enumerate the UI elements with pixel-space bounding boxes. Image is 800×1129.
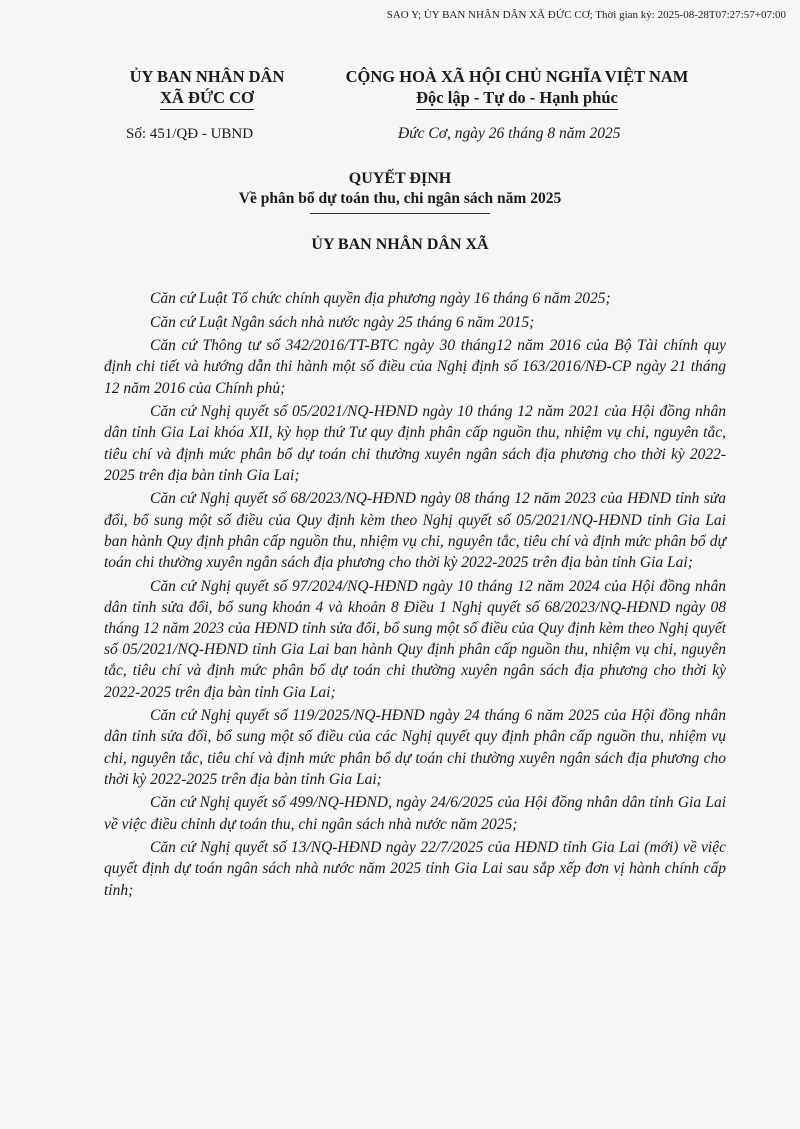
legal-basis-paragraph: Căn cứ Nghị quyết số 68/2023/NQ-HĐND ngày 08 tháng 12 năm 2023 của HĐND tỉnh sửa đổi, bổ sung một số điều của Quy định kèm theo Nghị quyết số 05/2021/NQ-HĐND tỉnh Gia Lai ban hành Quy định phân cấp nguồn thu, nhiệm vụ chi, nguyên tắc, tiêu chí và định mức phân bổ dự toán chi thường xuyên ngân sách địa phương cho thời kỳ 2022-2025 trên địa bàn tỉnh Gia Lai; (104, 490, 726, 571)
legal-basis-paragraph: Căn cứ Luật Ngân sách nhà nước ngày 25 tháng 6 năm 2015; (150, 313, 535, 331)
document-number: Số: 451/QĐ - UBND (126, 126, 254, 142)
national-motto-line1: CỘNG HOÀ XÃ HỘI CHỦ NGHĨA VIỆT NAM (345, 67, 689, 86)
document-date: Đức Cơ, ngày 26 tháng 8 năm 2025 (398, 125, 621, 142)
legal-basis-paragraph: Căn cứ Luật Tổ chức chính quyền địa phương ngày 16 tháng 6 năm 2025; (150, 290, 611, 307)
legal-basis-paragraph: Căn cứ Nghị quyết số 119/2025/NQ-HĐND ngày 24 tháng 6 năm 2025 của Hội đồng nhân dân tỉnh sửa đổi, bổ sung một số điều của các Nghị quyết quy định phân cấp nguồn thu, nhiệm vụ chi, nguyên tắc, tiêu chí và định mức phân bổ dự toán chi thường xuyên ngân sách địa phương cho thời kỳ 2022-2025 trên địa bàn tỉnh Gia Lai; (104, 707, 726, 788)
issuing-authority-line1: ỦY BAN NHÂN DÂN (129, 67, 285, 86)
document-body (104, 288, 726, 903)
authority-heading: ỦY BAN NHÂN DÂN XÃ (311, 236, 489, 253)
national-motto (312, 66, 722, 110)
legal-basis-paragraph: Căn cứ Nghị quyết số 499/NQ-HĐND, ngày 24/6/2025 của Hội đồng nhân dân tỉnh Gia Lai về việc điều chỉnh dự toán thu, chi ngân sách nhà nước năm 2025; (104, 794, 726, 833)
national-motto-line2: Độc lập - Tự do - Hạnh phúc (416, 87, 618, 110)
document-subtitle: Về phân bổ dự toán thu, chi ngân sách năm 2025 (238, 190, 562, 207)
legal-basis-paragraph: Căn cứ Thông tư số 342/2016/TT-BTC ngày 30 tháng12 năm 2016 của Bộ Tài chính quy định chi tiết và hướng dẫn thi hành một số điều của Nghị định số 163/2016/NĐ-CP ngày 21 tháng 12 năm 2016 của Chính phủ; (104, 337, 726, 397)
document-title: QUYẾT ĐỊNH (348, 170, 452, 187)
legal-basis-paragraph: Căn cứ Nghị quyết số 97/2024/NQ-HĐND ngày 10 tháng 12 năm 2024 của Hội đồng nhân dân tỉnh sửa đổi, bổ sung khoản 4 và khoản 8 Điều 1 Nghị quyết số 68/2023/NQ-HĐND ngày 08 tháng 12 năm 2023 của HĐND tỉnh sửa đổi, bổ sung một số điều của Quy định kèm theo Nghị quyết số 05/2021/NQ-HĐND tỉnh Gia Lai ban hành Quy định phân cấp nguồn thu, nhiệm vụ chi, nguyên tắc, tiêu chí và định mức phân bổ dự toán chi thường xuyên ngân sách địa phương cho thời kỳ 2022-2025 trên địa bàn tỉnh Gia Lai; (104, 577, 726, 701)
issuing-authority (112, 66, 302, 110)
legal-basis-paragraph: Căn cứ Nghị quyết số 13/NQ-HĐND ngày 22/7/2025 của HĐND tỉnh Gia Lai (mới) về việc quyết định dự toán ngân sách nhà nước năm 2025 tỉnh Gia Lai sau sắp xếp đơn vị hành chính cấp tỉnh; (104, 839, 726, 899)
subtitle-divider (310, 213, 490, 214)
digital-signature-stamp: SAO Y; ỦY BAN NHÂN DÂN XÃ ĐỨC CƠ; Thời gian ký: 2025-08-28T07:27:57+07:00 (386, 9, 786, 21)
legal-basis-paragraph: Căn cứ Nghị quyết số 05/2021/NQ-HĐND ngày 10 tháng 12 năm 2021 của Hội đồng nhân dân tỉnh Gia Lai khóa XII, kỳ họp thứ Tư quy định phân cấp nguồn thu, nhiệm vụ chi, nguyên tắc, tiêu chí và định mức phân bổ dự toán chi thường xuyên ngân sách địa phương cho thời kỳ 2022-2025 trên địa bàn tỉnh Gia Lai; (104, 403, 726, 484)
issuing-authority-line2: XÃ ĐỨC CƠ (160, 87, 254, 110)
